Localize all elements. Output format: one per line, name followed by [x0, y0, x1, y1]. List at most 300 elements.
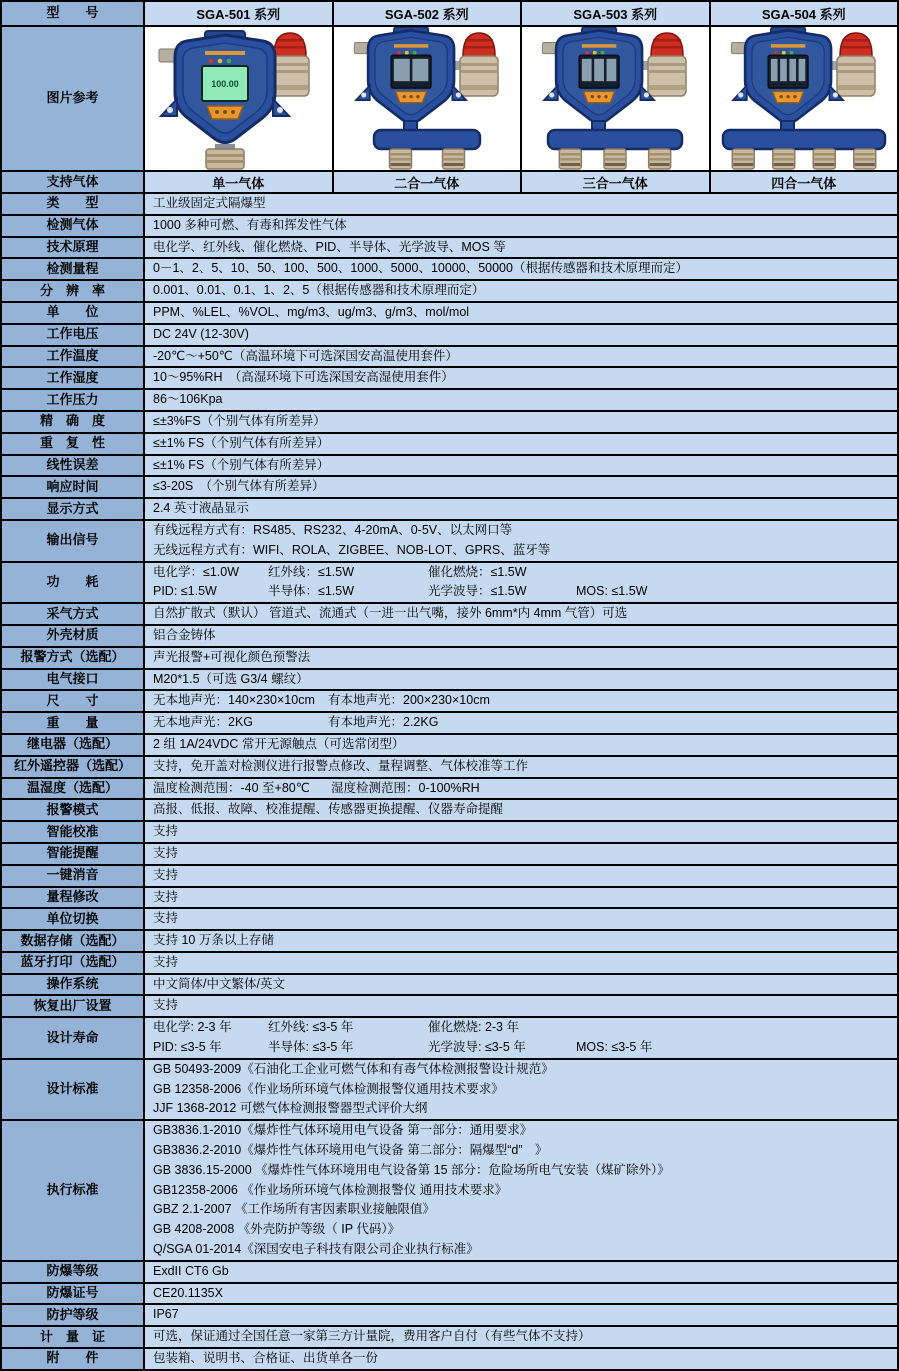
spec-line — [153, 216, 889, 236]
spec-row-28 — [2, 844, 897, 866]
spec-row-value — [145, 194, 897, 214]
spec-line — [153, 800, 889, 820]
spec-row-label: 设计寿命 — [2, 1018, 145, 1058]
spec-segment: 光学波导: ≤3-5 年 — [428, 1040, 526, 1055]
spec-segment: 有本地声光：2.2KG — [328, 715, 439, 730]
model-header-cells — [145, 2, 897, 25]
spec-row-value — [145, 281, 897, 301]
spec-row-label: 设计标准 — [2, 1060, 145, 1119]
spec-line — [153, 390, 889, 410]
spec-segment: MOS: ≤3-5 年 — [576, 1040, 653, 1055]
spec-line — [153, 1099, 889, 1119]
spec-row-label: 报警模式 — [2, 800, 145, 820]
spec-segment: 电化学、红外线、催化燃烧、PID、半导体、光学波导、MOS 等 — [153, 239, 506, 254]
spec-line — [153, 1080, 889, 1100]
spec-segment: GB12358-2006 《作业场所环境气体检测报警仪 通用技术要求》 — [153, 1182, 508, 1197]
spec-row-value — [145, 412, 897, 432]
spec-segment: 湿度检测范围：0-100%RH — [331, 780, 480, 795]
spec-row-16 — [2, 563, 897, 605]
spec-segment: GB 12358-2006《作业场所环境气体检测报警仪通用技术要求》 — [153, 1081, 504, 1096]
spec-row-label: 采气方式 — [2, 604, 145, 624]
spec-row-value — [145, 325, 897, 345]
spec-line — [153, 412, 889, 432]
spec-line — [153, 238, 889, 258]
spec-line — [153, 670, 889, 690]
spec-row-value — [145, 1349, 897, 1369]
detector-head — [354, 27, 466, 123]
spec-line — [153, 713, 889, 733]
spec-segment: 高报、低报、故障、校准提醒、传感器更换提醒、仪器寿命提醒 — [153, 802, 504, 817]
spec-segment: 支持 — [153, 824, 179, 839]
image-reference-row — [2, 27, 897, 172]
spec-row-label: 温湿度（选配） — [2, 779, 145, 799]
spec-row-21 — [2, 691, 897, 713]
spec-line — [153, 259, 889, 279]
gas-value-sga-503: 三合一气体 — [520, 172, 709, 192]
spec-row-40 — [2, 1284, 897, 1306]
spec-segment: 温度检测范围：-40 至+80℃ — [153, 780, 310, 795]
spec-line — [153, 582, 889, 602]
spec-row-label: 重 复 性 — [2, 434, 145, 454]
spec-segment: -20℃～+50℃（高温环境下可选深国安高温使用套件） — [153, 348, 458, 363]
spec-row-label: 恢复出厂设置 — [2, 996, 145, 1016]
spec-row-label: 继电器（选配） — [2, 735, 145, 755]
gas-sensor — [732, 149, 754, 169]
spec-segment: 中文简体/中文繁体/英文 — [153, 976, 285, 991]
header-row — [2, 2, 897, 27]
spec-row-35 — [2, 996, 897, 1018]
spec-row-30 — [2, 888, 897, 910]
spec-segment: 支持 — [153, 889, 179, 904]
image-row-label: 图片参考 — [2, 27, 145, 170]
spec-row-34 — [2, 975, 897, 997]
spec-row-value — [145, 931, 897, 951]
spec-row-value — [145, 909, 897, 929]
spec-row-label: 重 量 — [2, 713, 145, 733]
spec-row-value — [145, 1262, 897, 1282]
spec-row-value — [145, 499, 897, 519]
spec-segment: 红外线: ≤3-5 年 — [268, 1020, 354, 1035]
spec-line — [153, 953, 889, 973]
spec-line — [153, 194, 889, 214]
spec-line — [153, 1262, 889, 1282]
spec-row-value — [145, 1327, 897, 1347]
spec-segment: GB3836.2-2010《爆炸性气体环境用电气设备 第二部分：隔爆型“d” 》 — [153, 1143, 548, 1158]
spec-row-12 — [2, 456, 897, 478]
supported-gas-row — [2, 172, 897, 194]
spec-row-value — [145, 521, 897, 561]
spec-line — [153, 1161, 889, 1181]
spec-line — [153, 1141, 889, 1161]
spec-row-24 — [2, 757, 897, 779]
spec-row-label: 显示方式 — [2, 499, 145, 519]
alarm-beacon-icon — [636, 33, 686, 96]
spec-segment: 电化学: 2-3 年 — [153, 1020, 232, 1035]
spec-row-13 — [2, 477, 897, 499]
gas-sensor — [442, 149, 464, 169]
spec-row-label: 防护等级 — [2, 1305, 145, 1325]
spec-segment: 0.001、0.01、0.1、1、2、5（根据传感器和技术原理而定） — [153, 283, 485, 298]
spec-row-label: 外壳材质 — [2, 626, 145, 646]
spec-row-value — [145, 1060, 897, 1119]
spec-row-5 — [2, 303, 897, 325]
spec-row-value — [145, 757, 897, 777]
spec-segment: ≤±1% FS（个别气体有所差异） — [153, 435, 330, 450]
spec-row-8 — [2, 368, 897, 390]
device-screen — [202, 66, 248, 101]
manifold — [374, 121, 480, 149]
spec-segment: 支持 — [153, 998, 179, 1013]
detector-head — [543, 27, 655, 123]
gas-sensor — [389, 149, 411, 169]
spec-segment: DC 24V (12-30V) — [153, 326, 249, 341]
spec-segment: 10～95%RH （高湿环境下可选深国安高湿使用套件） — [153, 370, 454, 385]
spec-line — [153, 931, 889, 951]
spec-row-4 — [2, 281, 897, 303]
spec-row-value — [145, 1018, 897, 1058]
spec-row-37 — [2, 1060, 897, 1121]
spec-segment: ≤3-20S （个别气体有所差异） — [153, 479, 325, 494]
spec-row-label: 一键消音 — [2, 866, 145, 886]
spec-line — [153, 648, 889, 668]
spec-row-27 — [2, 822, 897, 844]
spec-line — [153, 604, 889, 624]
spec-segment: 0－1、2、5、10、50、100、500、1000、5000、10000、50000（根据传感器和技术原理而定） — [153, 261, 688, 276]
spec-segment: PID: ≤3-5 年 — [153, 1040, 222, 1055]
spec-segment: M20*1.5（可选 G3/4 螺纹） — [153, 671, 309, 686]
spec-row-label: 输出信号 — [2, 521, 145, 561]
spec-row-value — [145, 563, 897, 603]
spec-row-17 — [2, 604, 897, 626]
spec-row-label: 智能提醒 — [2, 844, 145, 864]
spec-row-value — [145, 713, 897, 733]
spec-segment: 支持 — [153, 867, 179, 882]
spec-line — [153, 1327, 889, 1347]
spec-line — [153, 909, 889, 929]
device-image-sga-503 — [520, 27, 709, 170]
device-image-cells — [145, 27, 897, 170]
spec-row-label: 线性误差 — [2, 456, 145, 476]
spec-segment: 支持 — [153, 845, 179, 860]
model-header-sga-504: SGA-504 系列 — [709, 2, 898, 25]
spec-row-value — [145, 626, 897, 646]
spec-row-label: 工作湿度 — [2, 368, 145, 388]
spec-line — [153, 975, 889, 995]
spec-row-value — [145, 368, 897, 388]
spec-row-19 — [2, 648, 897, 670]
gas-sensor — [854, 149, 876, 169]
spec-row-value — [145, 953, 897, 973]
spec-segment: ExdII CT6 Gb — [153, 1263, 229, 1278]
spec-row-25 — [2, 779, 897, 801]
gas-value-sga-502: 二合一气体 — [332, 172, 521, 192]
spec-row-36 — [2, 1018, 897, 1060]
spec-row-14 — [2, 499, 897, 521]
spec-row-43 — [2, 1349, 897, 1369]
device-image-sga-504 — [709, 27, 898, 170]
spec-row-value — [145, 347, 897, 367]
spec-segment: GB 50493-2009《石油化工企业可燃气体和有毒气体检测报警设计规范》 — [153, 1061, 554, 1076]
spec-line — [153, 735, 889, 755]
spec-row-label: 分 辨 率 — [2, 281, 145, 301]
spec-line — [153, 1060, 889, 1080]
spec-line — [153, 434, 889, 454]
spec-line — [153, 521, 889, 541]
spec-line — [153, 1284, 889, 1304]
manifold — [548, 121, 682, 149]
spec-row-label: 功 耗 — [2, 563, 145, 603]
detector-head — [731, 27, 843, 123]
spec-row-value — [145, 670, 897, 690]
spec-row-value — [145, 866, 897, 886]
spec-row-value — [145, 456, 897, 476]
spec-row-20 — [2, 670, 897, 692]
spec-segment: GB 3836.15-2000 《爆炸性气体环境用电气设备第 15 部分：危险场所电气安装（煤矿除外）》 — [153, 1162, 670, 1177]
spec-row-value — [145, 1284, 897, 1304]
spec-segment: CE20.1135X — [153, 1285, 223, 1300]
gas-value-sga-501: 单一气体 — [145, 172, 332, 192]
model-header-sga-503: SGA-503 系列 — [520, 2, 709, 25]
spec-line — [153, 1121, 889, 1141]
manifold — [723, 121, 885, 149]
spec-row-label: 防爆证号 — [2, 1284, 145, 1304]
spec-segment: 无线远程方式有：WIFI、ROLA、ZIGBEE、NOB-LOT、GPRS、蓝牙等 — [153, 542, 551, 557]
spec-line — [153, 325, 889, 345]
spec-row-6 — [2, 325, 897, 347]
spec-segment: 有本地声光：200×230×10cm — [328, 693, 490, 708]
spec-row-39 — [2, 1262, 897, 1284]
spec-segment: 自然扩散式（默认） 管道式、流通式（一进一出气嘴，接外 6mm*内 4mm 气管）可选 — [153, 606, 628, 621]
spec-line — [153, 996, 889, 1016]
spec-segment: 2.4 英寸液晶显示 — [153, 501, 249, 516]
spec-segment: 支持 — [153, 954, 179, 969]
spec-segment: 支持 — [153, 911, 179, 926]
spec-segment: GB 4208-2008 《外壳防护等级（ IP 代码）》 — [153, 1222, 401, 1237]
spec-row-1 — [2, 216, 897, 238]
spec-row-value — [145, 434, 897, 454]
spec-segment: 电化学：≤1.0W — [153, 564, 240, 579]
spec-segment: 催化燃烧: 2-3 年 — [428, 1020, 519, 1035]
spec-row-value — [145, 648, 897, 668]
spec-line — [153, 541, 889, 561]
spec-row-value — [145, 735, 897, 755]
spec-segment: ≤±3%FS（个别气体有所差异） — [153, 413, 326, 428]
device-screen — [768, 55, 808, 88]
model-header-sga-501: SGA-501 系列 — [145, 2, 332, 25]
spec-segment: 包装箱、说明书、合格证、出货单各一份 — [153, 1351, 379, 1366]
spec-segment: 支持，免开盖对检测仪进行报警点修改、量程调整、气体校准等工作 — [153, 758, 529, 773]
spec-line — [153, 1200, 889, 1220]
spec-segment: 催化燃烧：≤1.5W — [428, 564, 527, 579]
spec-row-label: 操作系统 — [2, 975, 145, 995]
spec-line — [153, 368, 889, 388]
spec-line — [153, 1220, 889, 1240]
spec-segment: 光学波导：≤1.5W — [428, 584, 527, 599]
spec-row-label: 工作电压 — [2, 325, 145, 345]
spec-row-value — [145, 1305, 897, 1325]
spec-row-2 — [2, 238, 897, 260]
spec-row-label: 尺 寸 — [2, 691, 145, 711]
spec-row-value — [145, 691, 897, 711]
spec-row-0 — [2, 194, 897, 216]
spec-row-label: 响应时间 — [2, 477, 145, 497]
spec-segment: GB3836.1-2010《爆炸性气体环境用电气设备 第一部分：通用要求》 — [153, 1123, 533, 1138]
spec-segment: 铝合金铸体 — [153, 627, 216, 642]
spec-line — [153, 1305, 889, 1325]
device-image-sga-502 — [332, 27, 521, 170]
spec-row-value — [145, 844, 897, 864]
spec-row-value — [145, 822, 897, 842]
detector-head — [159, 31, 289, 143]
spec-line — [153, 844, 889, 864]
gas-sensor — [773, 149, 795, 169]
spec-row-value — [145, 390, 897, 410]
spec-line — [153, 1240, 889, 1260]
spec-row-value — [145, 216, 897, 236]
spec-segment: IP67 — [153, 1307, 179, 1322]
spec-line — [153, 888, 889, 908]
spec-row-label: 检测气体 — [2, 216, 145, 236]
spec-segment: 1000 多种可燃、有毒和挥发性气体 — [153, 217, 347, 232]
spec-line — [153, 303, 889, 323]
device-screen — [580, 55, 620, 88]
spec-row-label: 数据存储（选配） — [2, 931, 145, 951]
spec-row-label: 电气接口 — [2, 670, 145, 690]
spec-row-value — [145, 604, 897, 624]
spec-row-value — [145, 800, 897, 820]
spec-line — [153, 779, 889, 799]
spec-row-label: 单位切换 — [2, 909, 145, 929]
gas-sensor — [604, 149, 626, 169]
spec-row-label: 单 位 — [2, 303, 145, 323]
gas-value-sga-504: 四合一气体 — [709, 172, 898, 192]
spec-row-label: 报警方式（选配） — [2, 648, 145, 668]
spec-segment: 2 组 1A/24VDC 常开无源触点（可选常闭型） — [153, 736, 405, 751]
spec-row-label: 类 型 — [2, 194, 145, 214]
spec-row-label: 执行标准 — [2, 1121, 145, 1260]
spec-segment: 有线远程方式有：RS485、RS232、4-20mA、0-5V、以太网口等 — [153, 522, 513, 537]
spec-line — [153, 477, 889, 497]
spec-segment: ≤±1% FS（个别气体有所差异） — [153, 457, 330, 472]
device-image-sga-501 — [145, 27, 332, 170]
spec-segment: PID: ≤1.5W — [153, 584, 217, 599]
header-row-label: 型 号 — [2, 2, 145, 25]
spec-row-label: 智能校准 — [2, 822, 145, 842]
spec-line — [153, 691, 889, 711]
spec-row-29 — [2, 866, 897, 888]
spec-row-41 — [2, 1305, 897, 1327]
spec-line — [153, 822, 889, 842]
spec-line — [153, 1349, 889, 1369]
spec-row-11 — [2, 434, 897, 456]
gas-value-cells — [145, 172, 897, 192]
spec-row-value — [145, 477, 897, 497]
spec-row-value — [145, 975, 897, 995]
spec-row-label: 蓝牙打印（选配） — [2, 953, 145, 973]
spec-line — [153, 347, 889, 367]
device-illustration — [711, 27, 897, 170]
spec-line — [153, 1018, 889, 1038]
spec-line — [153, 456, 889, 476]
spec-row-3 — [2, 259, 897, 281]
spec-row-value — [145, 1121, 897, 1260]
device-illustration — [522, 27, 708, 170]
spec-segment: PPM、%LEL、%VOL、mg/m3、ug/m3、g/m3、mol/mol — [153, 304, 470, 319]
spec-segment: 红外线：≤1.5W — [268, 564, 355, 579]
spec-line — [153, 866, 889, 886]
alarm-beacon-icon — [448, 33, 498, 96]
spec-row-label: 计 量 证 — [2, 1327, 145, 1347]
spec-line — [153, 281, 889, 301]
spec-row-7 — [2, 347, 897, 369]
gas-sensor — [560, 149, 582, 169]
spec-segment: 半导体：≤1.5W — [268, 584, 355, 599]
spec-row-label: 红外遥控器（选配） — [2, 757, 145, 777]
spec-row-9 — [2, 390, 897, 412]
spec-row-label: 量程修改 — [2, 888, 145, 908]
model-header-sga-502: SGA-502 系列 — [332, 2, 521, 25]
spec-segment: MOS: ≤1.5W — [576, 584, 648, 599]
spec-row-22 — [2, 713, 897, 735]
spec-row-26 — [2, 800, 897, 822]
spec-row-15 — [2, 521, 897, 563]
spec-row-label: 技术原理 — [2, 238, 145, 258]
spec-row-label: 检测量程 — [2, 259, 145, 279]
spec-segment: 可选，保证通过全国任意一家第三方计量院，费用客户自付（有些气体不支持） — [153, 1329, 591, 1344]
spec-segment: 工业级固定式隔爆型 — [153, 196, 266, 210]
gas-sensor — [206, 144, 244, 169]
spec-line — [153, 1181, 889, 1201]
gas-sensor — [649, 149, 671, 169]
spec-row-label: 工作温度 — [2, 347, 145, 367]
gas-row-label: 支持气体 — [2, 172, 145, 192]
spec-row-label: 精 确 度 — [2, 412, 145, 432]
spec-segment: 86～106Kpa — [153, 392, 223, 407]
spec-row-value — [145, 996, 897, 1016]
svg-text:100.00: 100.00 — [211, 79, 240, 89]
device-illustration — [145, 27, 331, 170]
spec-row-value — [145, 888, 897, 908]
spec-row-label: 防爆等级 — [2, 1262, 145, 1282]
spec-row-label: 工作压力 — [2, 390, 145, 410]
device-illustration — [334, 27, 520, 170]
spec-segment: 无本地声光：2KG — [153, 715, 254, 730]
spec-row-label: 附 件 — [2, 1349, 145, 1369]
spec-row-31 — [2, 909, 897, 931]
spec-row-value — [145, 259, 897, 279]
spec-row-value — [145, 303, 897, 323]
spec-row-42 — [2, 1327, 897, 1349]
spec-segment: 支持 10 万条以上存储 — [153, 933, 274, 948]
spec-segment: GBZ 2.1-2007 《工作场所有害因素职业接触限值》 — [153, 1202, 435, 1217]
spec-row-32 — [2, 931, 897, 953]
spec-segment: 无本地声光：140×230×10cm — [153, 693, 315, 708]
spec-segment: JJF 1368-2012 可燃气体检测报警器型式评价大纲 — [153, 1101, 428, 1116]
spec-row-18 — [2, 626, 897, 648]
spec-row-value — [145, 779, 897, 799]
spec-line — [153, 1038, 889, 1058]
spec-row-23 — [2, 735, 897, 757]
spec-row-38 — [2, 1121, 897, 1262]
spec-row-value — [145, 238, 897, 258]
spec-line — [153, 499, 889, 519]
spec-line — [153, 757, 889, 777]
spec-line — [153, 563, 889, 583]
spec-segment: Q/SGA 01-2014《深国安电子科技有限公司企业执行标准》 — [153, 1242, 479, 1257]
spec-segment: 声光报警+可视化颜色预警法 — [153, 649, 311, 664]
spec-segment: 半导体: ≤3-5 年 — [268, 1040, 354, 1055]
device-screen — [391, 55, 431, 88]
